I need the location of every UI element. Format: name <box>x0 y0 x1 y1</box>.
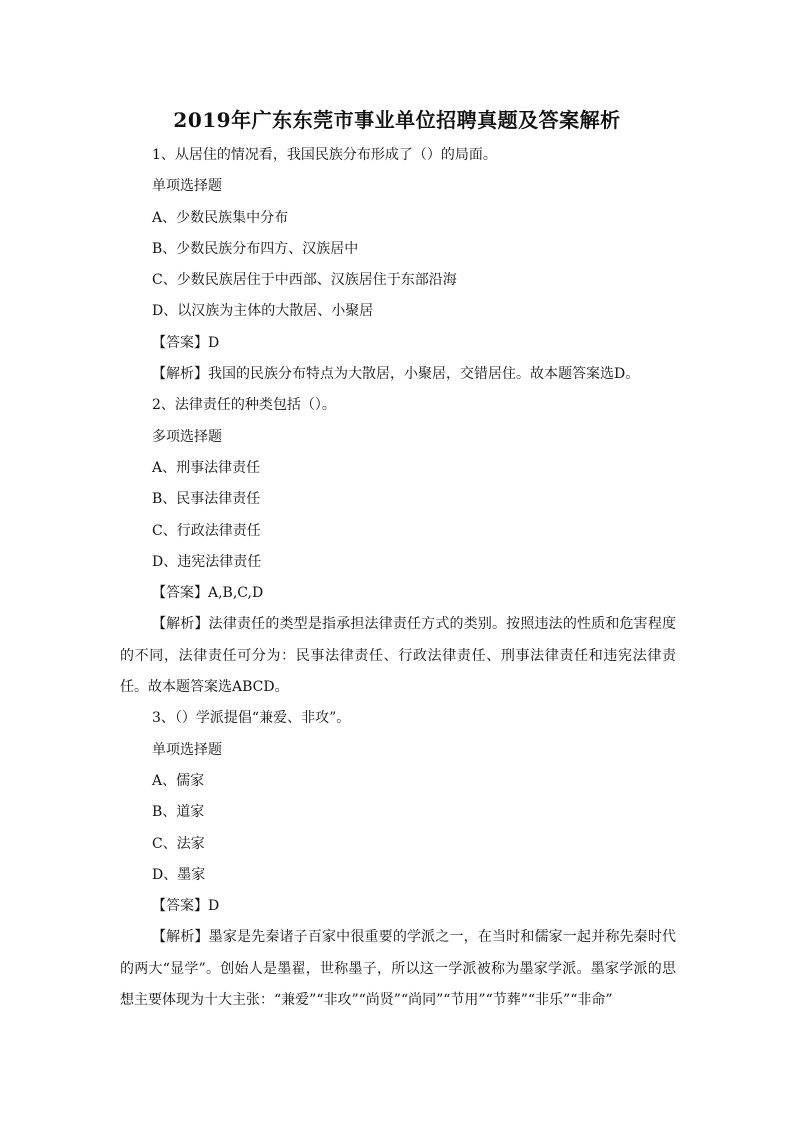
question-1-type: 单项选择题 <box>152 178 222 195</box>
question-1-stem: 1、从居住的情况看，我国民族分布形成了（）的局面。 <box>152 147 497 163</box>
question-1-option-b: B、少数民族分布四方、汉族居中 <box>152 240 359 257</box>
question-3-type: 单项选择题 <box>152 741 222 758</box>
question-3-option-d: D、墨家 <box>152 866 206 883</box>
question-3-option-c: C、法家 <box>152 835 205 852</box>
question-1-answer: 【答案】D <box>152 334 220 351</box>
question-2-analysis: 【解析】法律责任的类型是指承担法律责任方式的类别。按照违法的性质和危害程度的不同，法律责任可分为：民事法律责任、行政法律责任、刑事法律责任和违宪法律责任。故本题答案选ABCD。 <box>120 616 676 696</box>
question-1-option-d: D、以汉族为主体的大散居、小聚居 <box>152 303 374 320</box>
question-1-option-c: C、少数民族居住于中西部、汉族居住于东部沿海 <box>152 272 457 289</box>
question-1-option-a: A、少数民族集中分布 <box>152 209 289 226</box>
question-3-answer: 【答案】D <box>152 898 220 915</box>
question-3-option-b: B、道家 <box>152 804 205 821</box>
question-3-analysis: 【解析】墨家是先秦诸子百家中很重要的学派之一，在当时和儒家一起并称先秦时代的两大“显学”。创始人是墨翟，世称墨子，所以这一学派被称为墨家学派。墨家学派的思想主要体现为十大主张：“兼爱”“非攻”“尚贤”“尚同”“节用”“节葬”“非乐”“非命” <box>120 929 676 1009</box>
document-content <box>120 140 676 1016</box>
question-2-stem: 2、法律责任的种类包括（）。 <box>152 397 336 414</box>
question-2-type: 多项选择题 <box>152 428 222 445</box>
question-2-option-d: D、违宪法律责任 <box>152 553 262 570</box>
question-3-stem: 3、（）学派提倡“兼爱、非攻”。 <box>152 710 351 727</box>
question-2-option-a: A、刑事法律责任 <box>152 459 261 476</box>
question-1-analysis: 【解析】我国的民族分布特点为大散居，小聚居，交错居住。故本题答案选D。 <box>152 366 640 383</box>
question-2-option-b: B、民事法律责任 <box>152 491 261 508</box>
question-2-option-c: C、行政法律责任 <box>152 522 261 539</box>
question-2-answer: 【答案】A,B,C,D <box>152 585 264 602</box>
document-title: 2019年广东东莞市事业单位招聘真题及答案解析 <box>173 108 621 132</box>
question-3-option-a: A、儒家 <box>152 772 205 789</box>
